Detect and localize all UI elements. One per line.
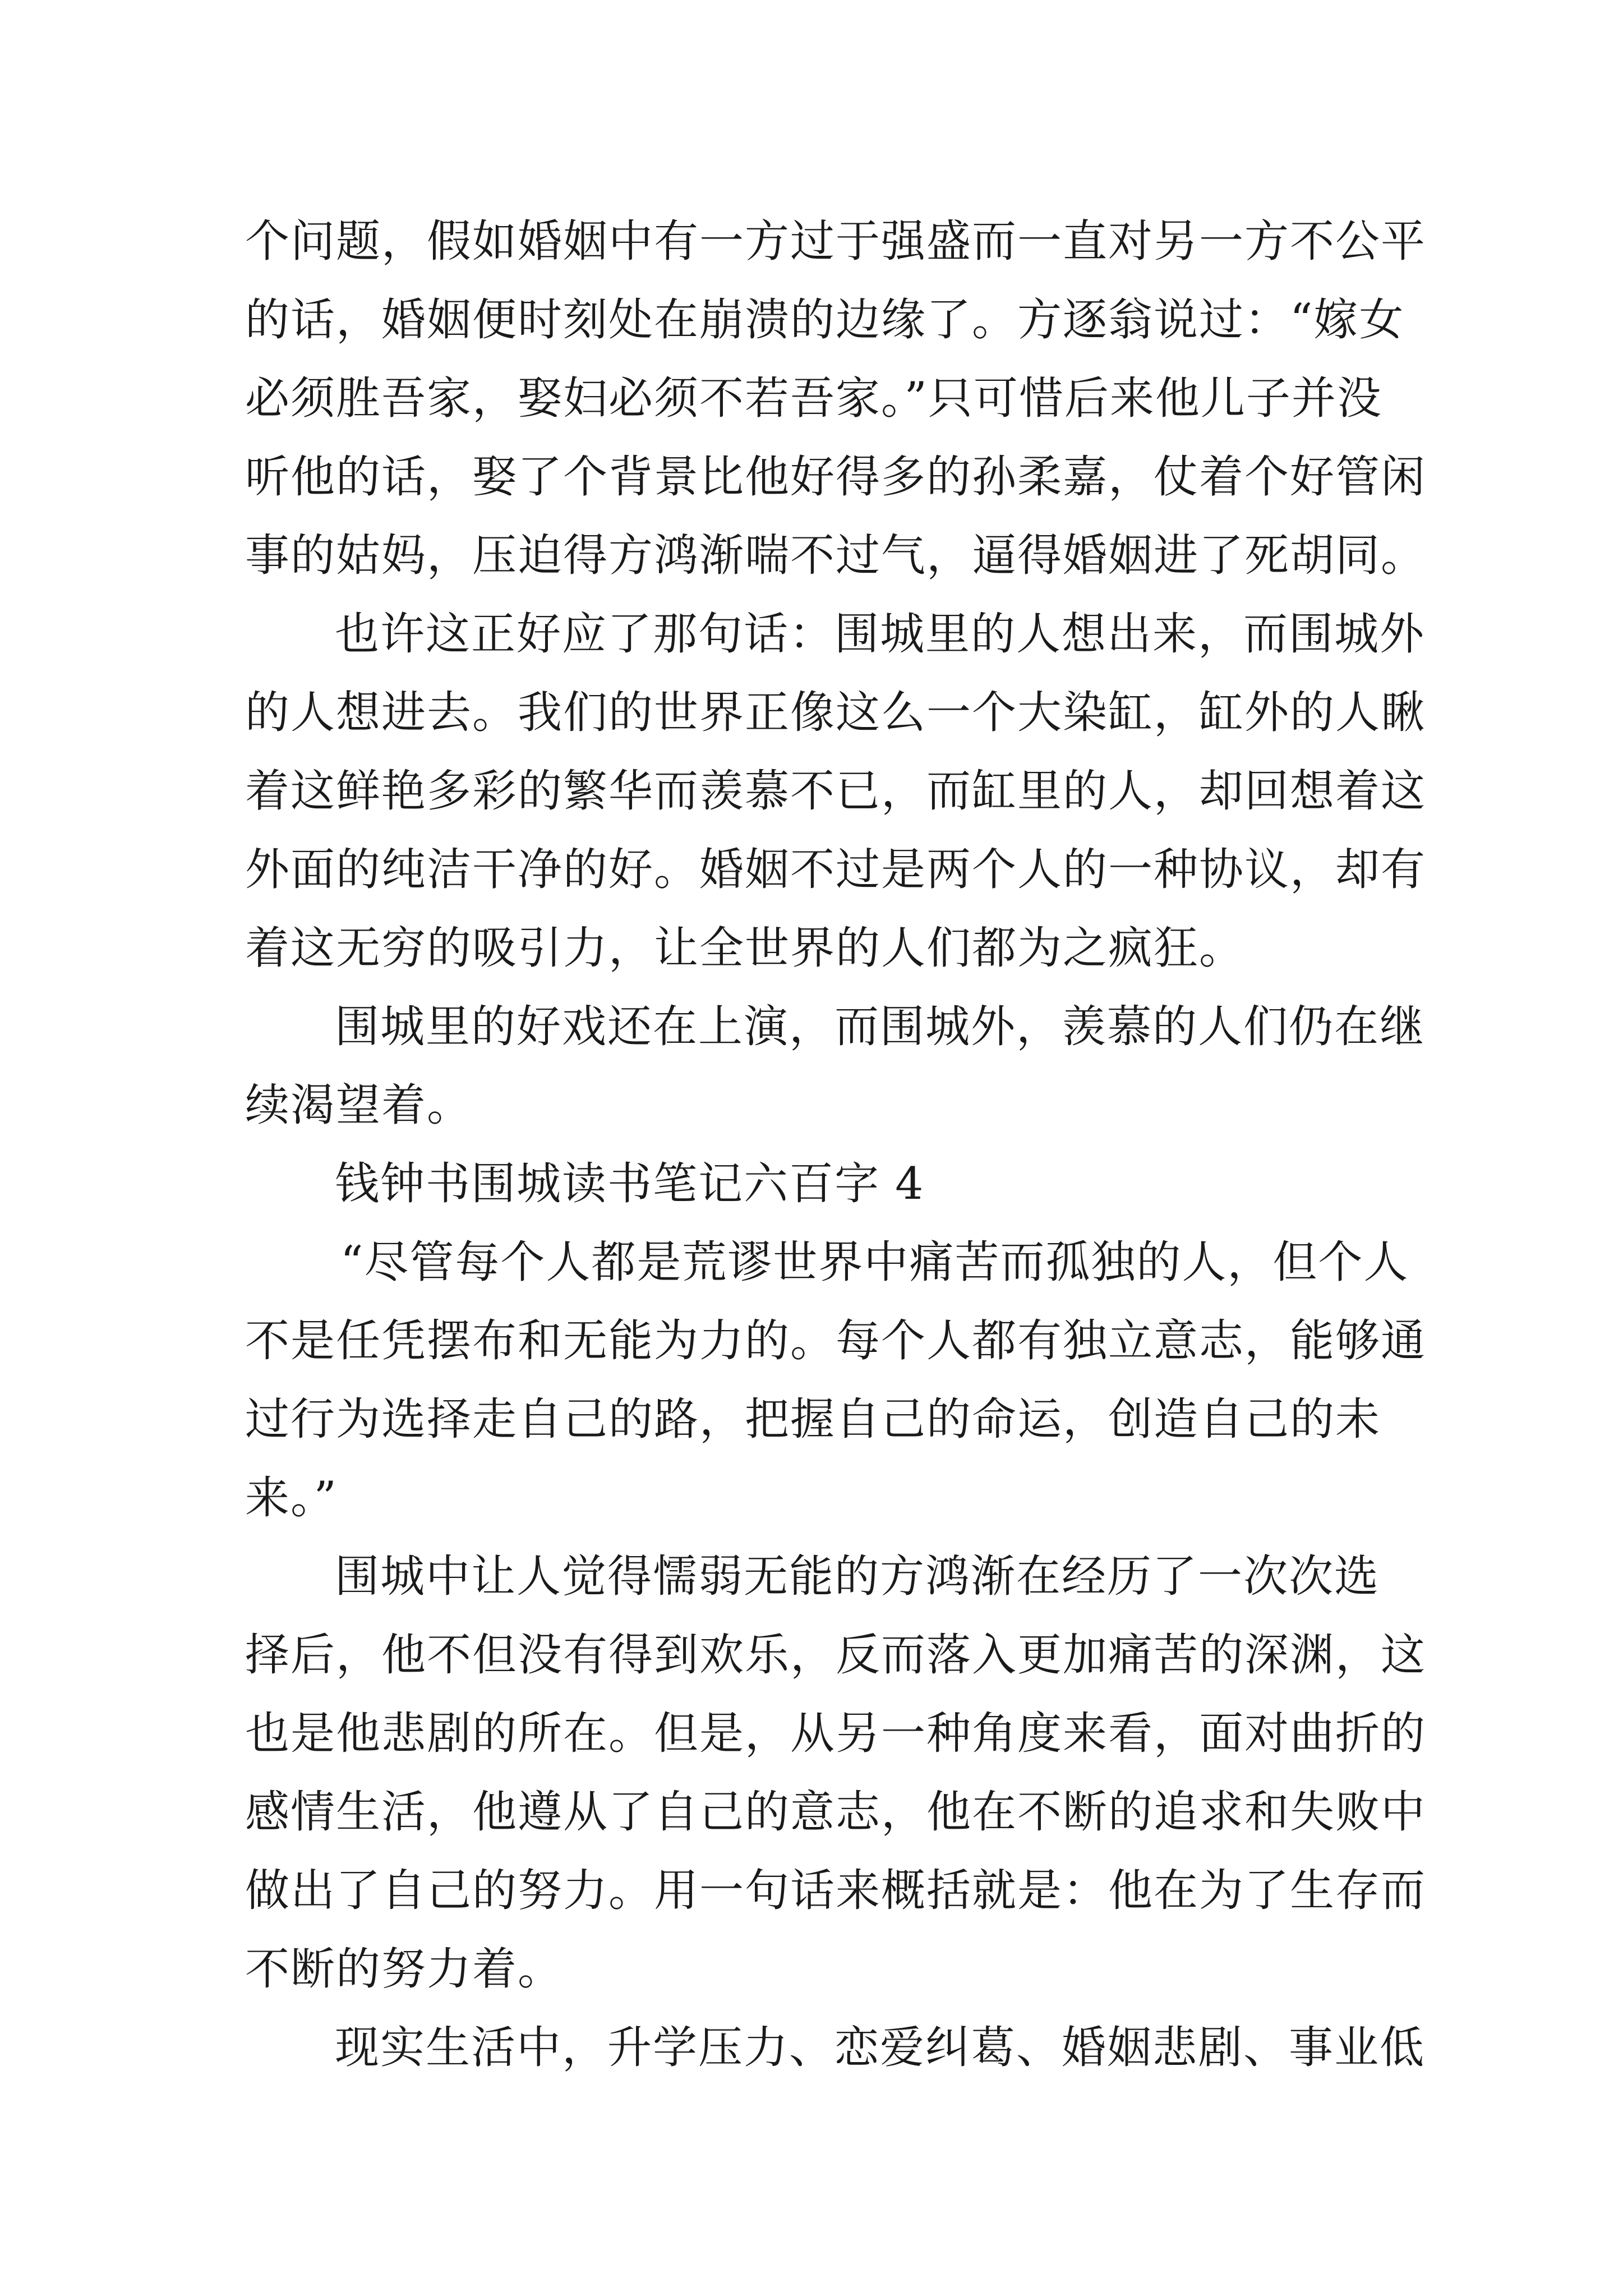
text-line: 不断的努力着。 <box>245 1943 563 1995</box>
text-line: 来。” <box>245 1472 338 1524</box>
text-line: 必须胜吾家，娶妇必须不若吾家。”只可惜后来他儿子并没 <box>245 372 1382 424</box>
paragraph-start-line: 围城中让人觉得懦弱无能的方鸿渐在经历了一次次选 <box>335 1550 1380 1602</box>
text-line: 事的姑妈，压迫得方鸿渐喘不过气，逼得婚姻进了死胡同。 <box>245 530 1426 581</box>
text-line: 做出了自己的努力。用一句话来概括就是：他在为了生存而 <box>245 1865 1426 1916</box>
section-heading: 钱钟书围城读书笔记六百字 4 <box>335 1158 925 1209</box>
paragraph-start-line: 也许这正好应了那句话：围城里的人想出来，而围城外 <box>335 608 1425 660</box>
document-body <box>245 202 1426 2087</box>
text-line: 感情生活，他遵从了自己的意志，他在不断的追求和失败中 <box>245 1786 1426 1838</box>
text-line: 的人想进去。我们的世界正像这么一个大染缸，缸外的人瞅 <box>245 687 1426 738</box>
text-line: 择后，他不但没有得到欢乐，反而落入更加痛苦的深渊，这 <box>245 1629 1426 1681</box>
text-line: 的话，婚姻便时刻处在崩溃的边缘了。方逐翁说过：“嫁女 <box>245 294 1405 346</box>
text-line: 过行为选择走自己的路，把握自己的命运，创造自己的未 <box>245 1393 1381 1445</box>
text-line: 个问题，假如婚姻中有一方过于强盛而一直对另一方不公平 <box>245 215 1426 267</box>
text-line: 着这鲜艳多彩的繁华而羡慕不已，而缸里的人，却回想着这 <box>245 765 1426 817</box>
text-line: 听他的话，娶了个背景比他好得多的孙柔嘉，仗着个好管闲 <box>245 451 1426 503</box>
text-line: 着这无穷的吸引力，让全世界的人们都为之疯狂。 <box>245 922 1244 974</box>
text-line: 不是任凭摆布和无能为力的。每个人都有独立意志，能够通 <box>245 1315 1426 1366</box>
text-line: 续渴望着。 <box>245 1079 472 1131</box>
paragraph-start-line: 现实生活中，升学压力、恋爱纠葛、婚姻悲剧、事业低 <box>335 2022 1425 2073</box>
text-line: 也是他悲剧的所在。但是，从另一种角度来看，面对曲折的 <box>245 1708 1426 1759</box>
quote-start-line: “尽管每个人都是荒谬世界中痛苦而孤独的人，但个人 <box>340 1236 1409 1288</box>
paragraph-start-line: 围城里的好戏还在上演，而围城外，羡慕的人们仍在继 <box>335 1001 1425 1052</box>
text-line: 外面的纯洁干净的好。婚姻不过是两个人的一种协议，却有 <box>245 844 1426 895</box>
